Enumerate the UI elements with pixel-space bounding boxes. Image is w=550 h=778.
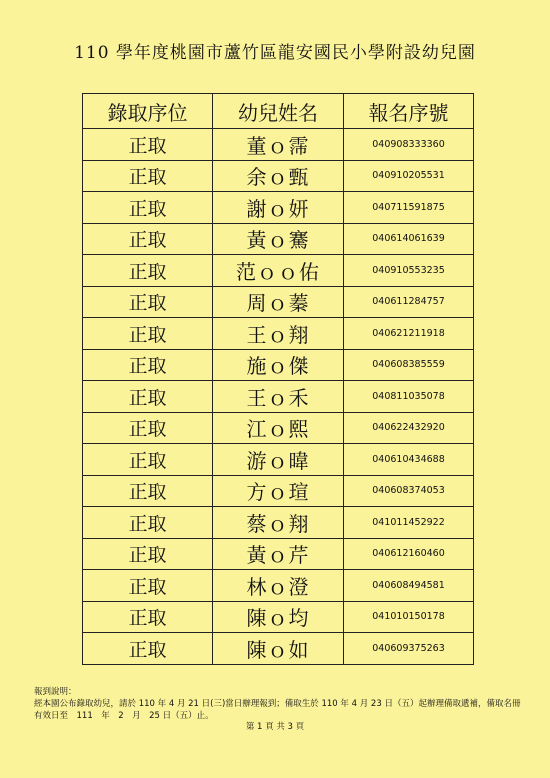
- admission-status-cell: 正取: [83, 318, 213, 350]
- admission-status-cell: 正取: [83, 160, 213, 192]
- registration-number-cell: 040609375263: [344, 633, 474, 665]
- child-name-cell: 江ｏ熙: [213, 412, 344, 444]
- header-registration-number: 報名序號: [344, 94, 474, 129]
- child-name-cell: 蔡ｏ翔: [213, 507, 344, 539]
- table-row: [83, 223, 474, 255]
- child-name-cell: 王ｏ禾: [213, 381, 344, 413]
- notes-heading: 報到說明：: [34, 687, 77, 697]
- notes-line-2: 有效日至 111 年 2 月 25 日（五）止。: [34, 711, 214, 721]
- registration-number-cell: 040622432920: [344, 412, 474, 444]
- table-row: [83, 538, 474, 570]
- table-row: [83, 381, 474, 413]
- child-name-cell: 林ｏ澄: [213, 570, 344, 602]
- child-name-cell: 范ｏｏ佑: [213, 255, 344, 287]
- admission-status-cell: 正取: [83, 444, 213, 476]
- registration-number-cell: 041011452922: [344, 507, 474, 539]
- table-row: [83, 160, 474, 192]
- child-name-cell: 方ｏ瑄: [213, 475, 344, 507]
- table-row: [83, 412, 474, 444]
- table-row: [83, 633, 474, 665]
- notes-line-1: 經本園公布錄取幼兒，請於 110 年 4 月 21 日(三)當日辦理報到；備取生於 110 年 4 月 23 日（五）起辦理備取遞補，備取名冊: [34, 699, 521, 709]
- registration-number-cell: 040621211918: [344, 318, 474, 350]
- admission-status-cell: 正取: [83, 349, 213, 381]
- registration-number-cell: 040711591875: [344, 192, 474, 224]
- table-row: [83, 255, 474, 287]
- registration-number-cell: 040910205531: [344, 160, 474, 192]
- admission-status-cell: 正取: [83, 223, 213, 255]
- registration-number-cell: 040614061639: [344, 223, 474, 255]
- registration-number-cell: 041010150178: [344, 601, 474, 633]
- admission-status-cell: 正取: [83, 507, 213, 539]
- registration-number-cell: 040811035078: [344, 381, 474, 413]
- child-name-cell: 施ｏ傑: [213, 349, 344, 381]
- page-title: 110 學年度桃園市蘆竹區龍安國民小學附設幼兒園: [74, 43, 476, 63]
- admission-status-cell: 正取: [83, 633, 213, 665]
- child-name-cell: 黃ｏ芹: [213, 538, 344, 570]
- admission-status-cell: 正取: [83, 570, 213, 602]
- admission-status-cell: 正取: [83, 601, 213, 633]
- table-row: [83, 475, 474, 507]
- table-row: [83, 570, 474, 602]
- registration-number-cell: 040611284757: [344, 286, 474, 318]
- registration-number-cell: 040908333360: [344, 129, 474, 161]
- table-row: [83, 444, 474, 476]
- admission-status-cell: 正取: [83, 129, 213, 161]
- admission-status-cell: 正取: [83, 538, 213, 570]
- page-number: 第 1 頁 共 3 頁: [245, 722, 305, 732]
- admission-status-cell: 正取: [83, 412, 213, 444]
- registration-number-cell: 040608374053: [344, 475, 474, 507]
- table-row: [83, 601, 474, 633]
- child-name-cell: 謝ｏ妍: [213, 192, 344, 224]
- admission-status-cell: 正取: [83, 192, 213, 224]
- child-name-cell: 周ｏ蓁: [213, 286, 344, 318]
- header-child-name: 幼兒姓名: [213, 94, 344, 129]
- admission-status-cell: 正取: [83, 381, 213, 413]
- admission-table: [82, 93, 474, 665]
- child-name-cell: 董ｏ霈: [213, 129, 344, 161]
- table-row: [83, 318, 474, 350]
- registration-number-cell: 040610434688: [344, 444, 474, 476]
- table-row: [83, 129, 474, 161]
- registration-number-cell: 040608385559: [344, 349, 474, 381]
- registration-number-cell: 040608494581: [344, 570, 474, 602]
- child-name-cell: 余ｏ甄: [213, 160, 344, 192]
- table-row: [83, 507, 474, 539]
- child-name-cell: 陳ｏ如: [213, 633, 344, 665]
- child-name-cell: 王ｏ翔: [213, 318, 344, 350]
- registration-number-cell: 040910553235: [344, 255, 474, 287]
- admission-status-cell: 正取: [83, 286, 213, 318]
- registration-number-cell: 040612160460: [344, 538, 474, 570]
- table-row: [83, 192, 474, 224]
- child-name-cell: 陳ｏ均: [213, 601, 344, 633]
- table-row: [83, 349, 474, 381]
- child-name-cell: 游ｏ暐: [213, 444, 344, 476]
- admission-status-cell: 正取: [83, 255, 213, 287]
- table-header-row: [83, 94, 474, 129]
- table-row: [83, 286, 474, 318]
- admission-status-cell: 正取: [83, 475, 213, 507]
- registration-notes: [34, 686, 524, 722]
- header-rank: 錄取序位: [83, 94, 213, 129]
- child-name-cell: 黃ｏ騫: [213, 223, 344, 255]
